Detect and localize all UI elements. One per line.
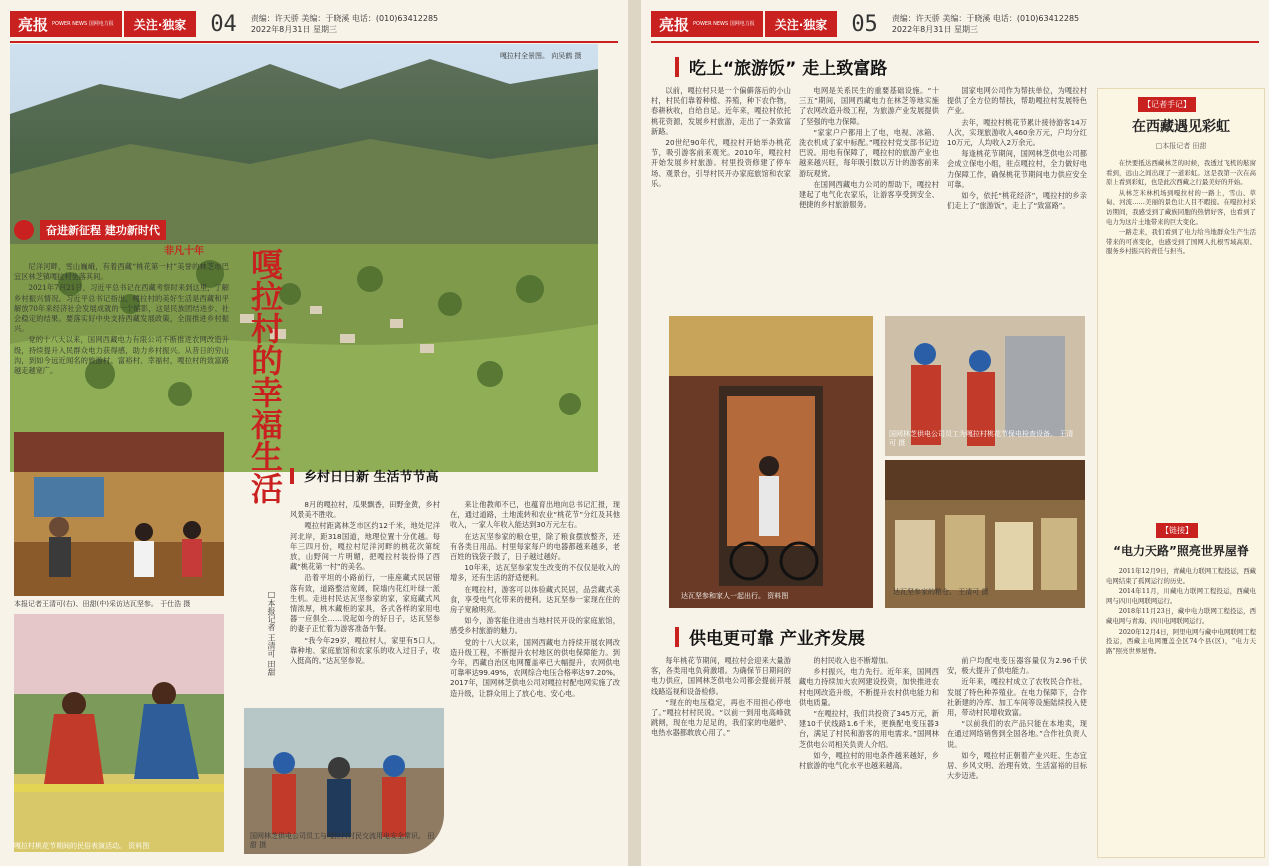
body-paragraph: 在嘎拉村，游客可以体验藏式民居，品尝藏式美食，享受电气化带来的便利。达瓦坚参一家现在住的房子宽敞明亮。: [450, 584, 620, 615]
body-paragraph: “以前我们的农产品只能在本地卖，现在通过网络销售到全国各地。”合作社负责人说。: [947, 719, 1087, 749]
masthead-rule: [651, 41, 1259, 43]
banner-title: 奋进新征程 建功新时代: [40, 220, 166, 240]
body-paragraph: 20世纪90年代，嘎拉村开始举办桃花节，吸引游客前来观光。2010年，嘎拉村开始发展乡村旅游。村里投资修建了停车场、观景台，引导村民开办家庭旅馆和农家乐。: [651, 138, 791, 188]
body-paragraph: 在达瓦坚参家的粮仓里，除了粮食摆放整齐，还有各类日用品。村里每家每户的电器都越来越多，老百姓的钱袋子鼓了，日子越过越好。: [450, 531, 620, 562]
body-column-1: [290, 500, 440, 705]
link-title: “电力天路”照亮世界屋脊: [1113, 544, 1249, 558]
page-number: 04: [210, 11, 237, 37]
link-paragraph: 2020年12月4日，阿里电网与藏中电网联网工程投运，西藏主电网覆盖全区74个县(区)，“电力天路”照亮世界屋脊。: [1106, 627, 1256, 655]
date-line: 2022年8月31日 星期三: [891, 25, 978, 34]
granary-photo-caption: 达瓦坚参家的粮仓。 王清可 摄: [893, 588, 989, 596]
power-workers-caption: 国网林芝供电公司员工与嘎拉村村民交流用电安全常识。 田甜 摄: [250, 832, 435, 849]
masthead-left: [10, 8, 618, 40]
editor-info: [251, 13, 438, 35]
page-04: [0, 0, 628, 866]
interview-image: [14, 432, 224, 596]
editor-line: 责编：许天骄 美编：于晓溪 电话：(010)63412285: [891, 14, 1080, 23]
sub-headline-text: 乡村日日新 生活节节高: [304, 470, 439, 485]
feature-title: 嘎拉村的幸福生活: [246, 248, 284, 504]
family-bicycle-photo: [669, 316, 873, 608]
body-paragraph: 去年，嘎拉村桃花节累计接待游客14万人次，实现旅游收入460余万元，户均分红10万元，人均收入2万余元。: [947, 117, 1087, 148]
body-paragraph: “现在的电压稳定，再也不用担心停电了。”嘎拉村村民说。“以前一到用电高峰就跳闸，现在电力足足的，我们家的电磁炉、电热水器都敢放心用了。”: [651, 697, 791, 738]
section-label: 关注·独家: [124, 11, 197, 37]
link-paragraph: 2011年12月9日，青藏电力联网工程投运，西藏电网结束了孤网运行的历史。: [1106, 567, 1256, 585]
body-paragraph: 电网是关系民生的重要基础设施。“十三五”期间，国网西藏电力在林芝等地实施了农网改造升级工程，为旅游产业发展提供了坚强的电力保障。: [799, 86, 939, 126]
editor-info: [892, 13, 1079, 35]
body-paragraph: 近年来，嘎拉村成立了农牧民合作社，发展了特色种养殖业。在电力保障下，合作社新建的冷库、加工车间等设施陆续投入使用，带动村民增收致富。: [947, 677, 1087, 718]
body-paragraph: 来让他教师不已，也蕴育出地向总书记汇报，现在，通过道路，土地流转和农业“桃花节”分红及其他收入，一家人年收入能达到30万元左右。: [450, 500, 620, 530]
body-paragraph: 前户均配电变压器容量仅为2.96千伏安，极大提升了供电能力。: [947, 656, 1087, 676]
headline-power: [675, 624, 865, 649]
article-byline: □本报记者 王清可 田甜: [267, 590, 276, 677]
body-paragraph: 国家电网公司作为帮扶单位，为嘎拉村提供了全方位的帮扶，帮助嘎拉村发展特色产业。: [947, 86, 1087, 116]
brand-name: 亮报: [18, 15, 49, 34]
family-bicycle-image: [669, 316, 873, 608]
body-paragraph: 的村民收入也不断增加。: [813, 656, 893, 665]
power-column-1: [651, 656, 791, 861]
link-paragraph: 2014年11月，川藏电力联网工程投运，西藏电网与四川电网联网运行。: [1106, 587, 1256, 605]
folk-performance-photo: [14, 614, 224, 852]
body-column-2: [450, 500, 620, 860]
folk-performance-image: [14, 614, 224, 852]
body-paragraph: 如今，嘎拉村正朝着产业兴旺、生态宜居、乡风文明、治理有效、生活富裕的目标大步迈进。: [947, 750, 1087, 781]
body-paragraph: 嘎拉村距离林芝市区约12千米，地处尼洋河北岸，距318国道，地理位置十分优越。每年三四月份，嘎拉村尼洋河畔的桃花次第绽放，山野间一片明媚，把嘎拉村装扮得了西藏“桃花第一村”的美名。: [290, 521, 440, 572]
power-column-2: [799, 656, 939, 861]
body-paragraph: 每年桃花节期间，嘎拉村会迎来大量游客，各类用电负荷激增。为确保节日期间的电力供应，国网林芝供电公司都会提前开展线路巡视和设备检修。: [651, 656, 791, 696]
intro-paragraph: 2021年7月21日，习近平总书记在西藏考察时来到这里，了解乡村振兴情况。习近平总书记指出，嘎拉村的美好生活是西藏和平解放70年来经济社会发展成就的一个缩影，这是民族团结进步、社会稳定的结果。要落实好中央支持西藏发展政策，全面推进乡村振兴。: [14, 283, 229, 334]
body-paragraph: 每逢桃花节期间，国网林芝供电公司都会成立保电小组，驻点嘎拉村，全力做好电力保障工作，确保桃花节期间电力供应安全可靠。: [947, 149, 1087, 189]
sidebar-tag: 【记者手记】: [1138, 97, 1196, 112]
body-paragraph: 以前，嘎拉村只是一个偏僻落后的小山村，村民们靠着种植、养殖，种下农作物，春耕秋收，自给自足。近年来，嘎拉村依托桃花资源，发展乡村旅游，走出了一条致富新路。: [651, 86, 791, 136]
brand-name: 亮报: [659, 15, 690, 34]
body-paragraph: “家家户户都用上了电，电视、冰箱、洗衣机成了家中标配。”嘎拉村党支部书记边巴说。用电有保障了，嘎拉村的旅游产业也越来越兴旺，每年吸引数以万计的游客前来游玩观赏。: [799, 127, 939, 178]
headline-power-text: 供电更可靠 产业齐发展: [689, 629, 865, 649]
editor-line: 责编：许天骄 美编：于晓溪 电话：(010)63412285: [250, 14, 439, 23]
sidebar-byline: □本报记者 田甜: [1155, 142, 1207, 150]
intro-text: [14, 262, 229, 422]
intro-paragraph: 党的十八大以来，国网西藏电力有限公司不断推进农网改造升级，持续提升入民群众电力获得感，助力乡村振兴。从昔日的穷山沟，到如今远近闻名的旅游村、富裕村、幸福村，嘎拉村的致富路越走越宽广。: [14, 335, 229, 376]
body-paragraph: 乡村振兴，电力先行。近年来，国网西藏电力持续加大农网建设投资，加快推进农村电网改造升级，不断提升农村供电能力和供电质量。: [799, 667, 939, 707]
body-paragraph: “我今年29岁，嘎拉村人，家里有5口人，靠种地、家庭旅馆和农家乐的收入过日子，收入挺高的。”达瓦坚参说。: [290, 635, 440, 666]
sidebar-paragraph: 一路走来，我们看到了电力给当地群众生产生活带来的可喜变化，也感受到了国网人扎根雪域高原、服务乡村振兴的责任与担当。: [1106, 228, 1256, 256]
brand-logo: [651, 11, 763, 37]
main-photo-caption: 嘎拉村全景图。 向吴鹤 摄: [500, 52, 582, 60]
tourism-column-1: [651, 86, 791, 306]
body-paragraph: 如今，依托“桃花经济”，嘎拉村的乡亲们走上了“旅游饭”，走上了“致富路”。: [947, 191, 1087, 211]
body-paragraph: “在嘎拉村，我们共投资了345万元，新建10千伏线路1.6千米，更换配电变压器3台，满足了村民和游客的用电需求。”国网林芝供电公司相关负责人介绍。: [799, 709, 939, 749]
family-photo-caption: 达瓦坚参和家人一起出行。 资料图: [681, 592, 789, 600]
sidebar-paragraph: 在快要抵达西藏林芝的时候，我透过飞机的舷窗看到，远山之间出现了一道彩虹。这是我第一次在高原上看到彩虹，也是此次西藏之行最美好的开始。: [1106, 159, 1256, 187]
banner-subtitle: 非凡十年: [164, 246, 204, 257]
sidebar-paragraph: 从林芝米林机场到嘎拉村的一路上，雪山、草甸、河流……美丽的景色让人目不暇接。在嘎拉村采访期间，我感受到了藏族同胞的热情好客，也看到了电力为这片土地带来的巨大变化。: [1106, 188, 1256, 226]
granary-photo: [885, 460, 1085, 608]
folk-photo-caption: 嘎拉村桃花节期间的民俗表演活动。 资料图: [14, 842, 150, 850]
inspection-photo-caption: 国网林芝供电公司员工为嘎拉村桃花节保电检查设备。 王清可 摄: [889, 430, 1074, 447]
body-paragraph: 如今，嘎拉村的用电条件越来越好，乡村旅游的电气化水平也越来越高。: [799, 750, 939, 771]
headline-tourism: [675, 54, 887, 79]
interview-photo: [14, 432, 224, 596]
brand-logo: [10, 11, 122, 37]
body-paragraph: 在国网西藏电力公司的帮助下，嘎拉村建起了电气化农家乐，让游客享受到安全、便捷的乡村旅游服务。: [799, 179, 939, 210]
series-banner: [14, 218, 234, 260]
body-paragraph: 沿着平坦的小路前行，一座座藏式民居错落有致，道路整洁宽阔，院墙内花红叶绿一派生机。走进村民达瓦坚参家的家，家庭藏式风情浓厚，桃木藏柜的家具，各式各样的家用电器一应俱全……说起如今的好日子，达瓦坚参的妻子正忙着为游客准备午餐。: [290, 573, 440, 634]
date-line: 2022年8月31日 星期三: [250, 25, 337, 34]
body-paragraph: 党的十八大以来，国网西藏电力持续开展农网改造升级工程，不断提升农村地区的供电保障能力。到今年，西藏自治区电网覆盖率已大幅提升，农网供电可靠率达99.49%，农网综合电压合格率达97.20%。2017年，国网林芝供电公司对嘎拉村配电网实施了改造升级，让群众用上了放心电、安心电。: [450, 637, 620, 698]
masthead-right: [651, 8, 1259, 40]
link-tag: 【链接】: [1156, 523, 1198, 538]
power-column-3: [947, 656, 1087, 861]
sidebar-text: [1098, 151, 1264, 511]
page-gutter: [628, 0, 641, 866]
section-label: 关注·独家: [765, 11, 838, 37]
interview-photo-caption: 本报记者王清可(右)、田甜(中)采访达瓦坚参。 于仕浩 摄: [14, 600, 191, 608]
sidebar-title: 在西藏遇见彩虹: [1132, 119, 1230, 135]
brand-subtitle: POWER NEWS 国网电力报: [52, 21, 114, 27]
intro-paragraph: 尼洋河畔，雪山巍峨，有着西藏“桃花第一村”美誉的林芝市巴宜区林芝镇嘎拉村坐落其间。: [14, 262, 229, 282]
link-text: [1098, 559, 1264, 809]
granary-image: [885, 460, 1085, 608]
tourism-column-3: [947, 86, 1087, 306]
page-number: 05: [851, 11, 878, 37]
reporter-notes-sidebar: [1097, 88, 1265, 858]
link-paragraph: 2018年11月23日，藏中电力联网工程投运，西藏电网与青海、四川电网联网运行。: [1106, 607, 1256, 625]
body-paragraph: 10年来，达瓦坚参家发生改变的不仅仅是收入的增多，还有生活的舒适便利。: [450, 563, 620, 583]
headline-tourism-text: 吃上“旅游饭” 走上致富路: [689, 59, 888, 79]
body-paragraph: 8月的嘎拉村，瓜果飘香，田野金黄，乡村风景美不胜收。: [290, 500, 440, 520]
brand-subtitle: POWER NEWS 国网电力报: [693, 21, 755, 27]
party-emblem-icon: [14, 220, 34, 240]
sub-headline: [290, 466, 439, 485]
body-paragraph: 如今，游客能住进由当地村民开设的家庭旅馆，感受乡村旅游的魅力。: [450, 616, 620, 636]
masthead-rule: [10, 41, 618, 43]
tourism-column-2: [799, 86, 939, 306]
